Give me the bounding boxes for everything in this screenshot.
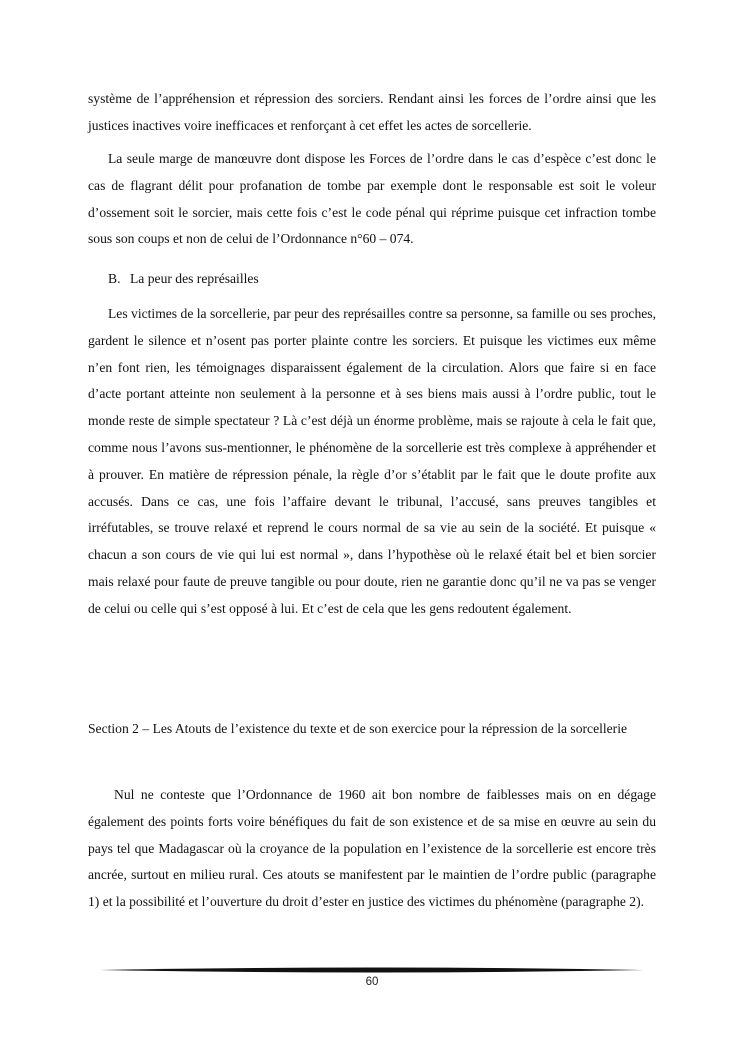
footer-divider bbox=[100, 966, 644, 974]
paragraph-victims: Les victimes de la sorcellerie, par peur des représailles contre sa personne, sa famille ou ses proches, gardent le silence et n’osent pas porter plainte contre les sorciers. Et puisque les victimes eux même n’en font rien, les témoignages disparaissent également de la circulation. Alors que faire si en face d’acte portant atteinte non seulement à la personne et à ses biens mais aussi à l’ordre public, tout le monde reste de simple spectateur ? Là c’est déjà un énorme problème, mais se rajoute à cela le fait que, comme nous l’avons sus-mentionner, le phénomène de la sorcellerie est très complexe à appréhender et à prouver. En matière de répression pénale, la règle d’or s’établit par le fait que le doute profite aux accusés. Dans ce cas, une fois l’affaire devant le tribunal, l’accusé, sans preuves tangibles et irréfutables, se trouve relaxé et reprend le cours normal de sa vie au sein de la société. Et puisque « chacun a son cours de vie qui lui est normal », dans l’hypothèse où le relaxé était bel et bien sorcier mais relaxé pour faute de preuve tangible ou pour doute, rien ne garantie donc qu’il ne va pas se venger de celui ou celle qui s’est opposé à lui. Et c’est de cela que les gens redoutent également. bbox=[88, 306, 656, 616]
subheading-b-title: La peur des représailles bbox=[130, 271, 259, 286]
paragraph-ordonnance: Nul ne conteste que l’Ordonnance de 1960 ait bon nombre de faiblesses mais on en dégage également des points forts voire bénéfiques du fait de son existence et de sa mise en œuvre au sein du pays tel que Madagascar où la croyance de la population en l’existence de la sorcellerie est encore très ancrée, surtout en milieu rural. Ces atouts se manifestent par le maintien de l’ordre public (paragraphe 1) et la possibilité et l’ouverture du droit d’ester en justice des victimes du phénomène (paragraphe 2). bbox=[88, 787, 656, 910]
subheading-b-label: B. bbox=[108, 271, 121, 286]
paragraph-continuation: système de l’appréhension et répression des sorciers. Rendant ainsi les forces de l’ordre ainsi que les justices inactives voire inefficaces et renforçant à cet effet les actes de sorcellerie. bbox=[88, 91, 656, 133]
subheading-b bbox=[108, 266, 259, 293]
section-2-title: Section 2 – Les Atouts de l’existence du texte et de son exercice pour la répression de la sorcellerie bbox=[88, 721, 628, 736]
page-number: 60 bbox=[365, 976, 379, 988]
paragraph-flagrant-delit: La seule marge de manœuvre dont dispose les Forces de l’ordre dans le cas d’espèce c’est donc le cas de flagrant délit pour profanation de tombe par exemple dont le responsable est soit le voleur d’ossement soit le sorcier, mais cette fois c’est le code pénal qui réprime puisque cet infraction tombe sous son coups et non de celui de l’Ordonnance n°60 – 074. bbox=[88, 151, 656, 247]
